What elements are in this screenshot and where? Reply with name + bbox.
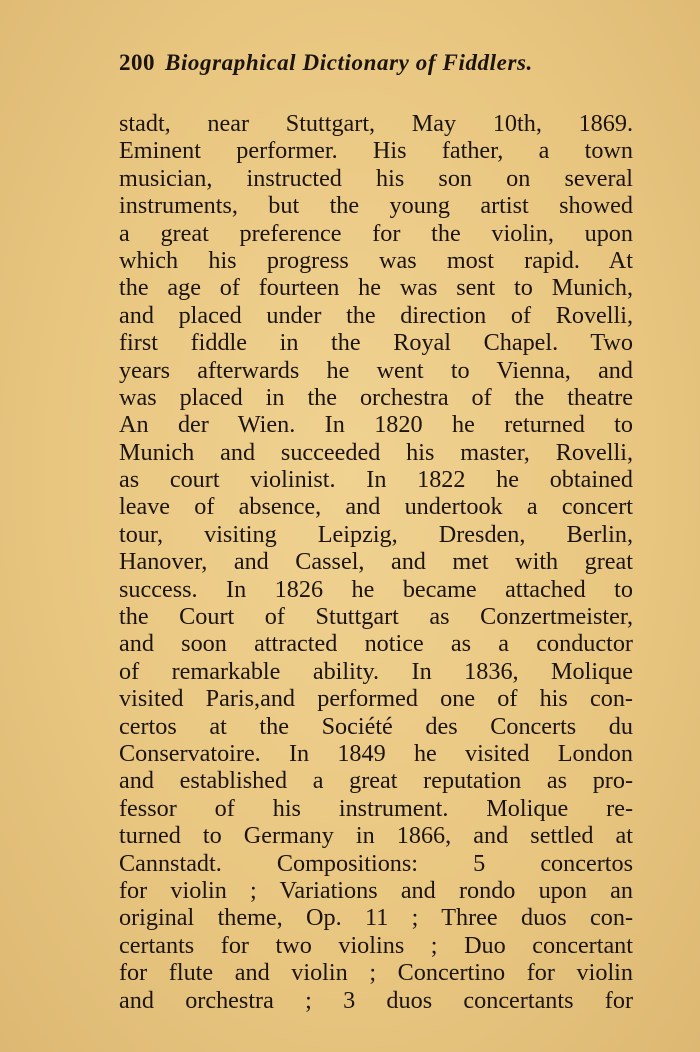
text-line: the age of fourteen he was sent to Munich, [119,274,633,302]
text-line: of remarkable ability. In 1836, Molique [119,657,633,685]
text-line: Hanover, and Cassel, and met with great [119,548,633,576]
text-line: which his progress was most rapid. At [119,246,633,274]
text-line: Munich and succeeded his master, Rovelli, [119,438,633,466]
text-line: was placed in the orchestra of the theatre [119,383,633,411]
text-line: Cannstadt. Compositions: 5 concertos [119,849,633,877]
text-line: turned to Germany in 1866, and settled at [119,822,633,850]
text-line: and established a great reputation as pro- [119,767,633,795]
body-text [119,110,633,1014]
text-line: first fiddle in the Royal Chapel. Two [119,329,633,357]
text-line: visited Paris,and performed one of his con- [119,685,633,713]
text-line: leave of absence, and undertook a concert [119,493,633,521]
text-line: An der Wien. In 1820 he returned to [119,411,633,439]
text-line: and soon attracted notice as a conductor [119,630,633,658]
text-line: years afterwards he went to Vienna, and [119,356,633,384]
text-line: certants for two violins ; Duo concertant [119,931,633,959]
text-line: fessor of his instrument. Molique re- [119,794,633,822]
text-line: original theme, Op. 11 ; Three duos con- [119,904,633,932]
text-line: musician, instructed his son on several [119,164,633,192]
text-line: and placed under the direction of Rovelli, [119,301,633,329]
text-line: the Court of Stuttgart as Conzertmeister, [119,603,633,631]
text-line: a great preference for the violin, upon [119,219,633,247]
running-head [119,50,619,86]
running-title: Biographical Dictionary of Fiddlers. [165,50,533,75]
text-line: success. In 1826 he became attached to [119,575,633,603]
text-line: Eminent performer. His father, a town [119,137,633,165]
text-line: instruments, but the young artist showed [119,192,633,220]
text-line: certos at the Société des Concerts du [119,712,633,740]
text-line: stadt, near Stuttgart, May 10th, 1869. [119,110,633,137]
text-line: for violin ; Variations and rondo upon an [119,876,633,904]
text-line: for flute and violin ; Concertino for violin [119,959,633,987]
text-line: and orchestra ; 3 duos concertants for [119,986,633,1014]
text-line: as court violinist. In 1822 he obtained [119,466,633,494]
text-line: tour, visiting Leipzig, Dresden, Berlin, [119,520,633,548]
page-number: 200 [119,50,155,75]
text-line: Conservatoire. In 1849 he visited London [119,739,633,767]
